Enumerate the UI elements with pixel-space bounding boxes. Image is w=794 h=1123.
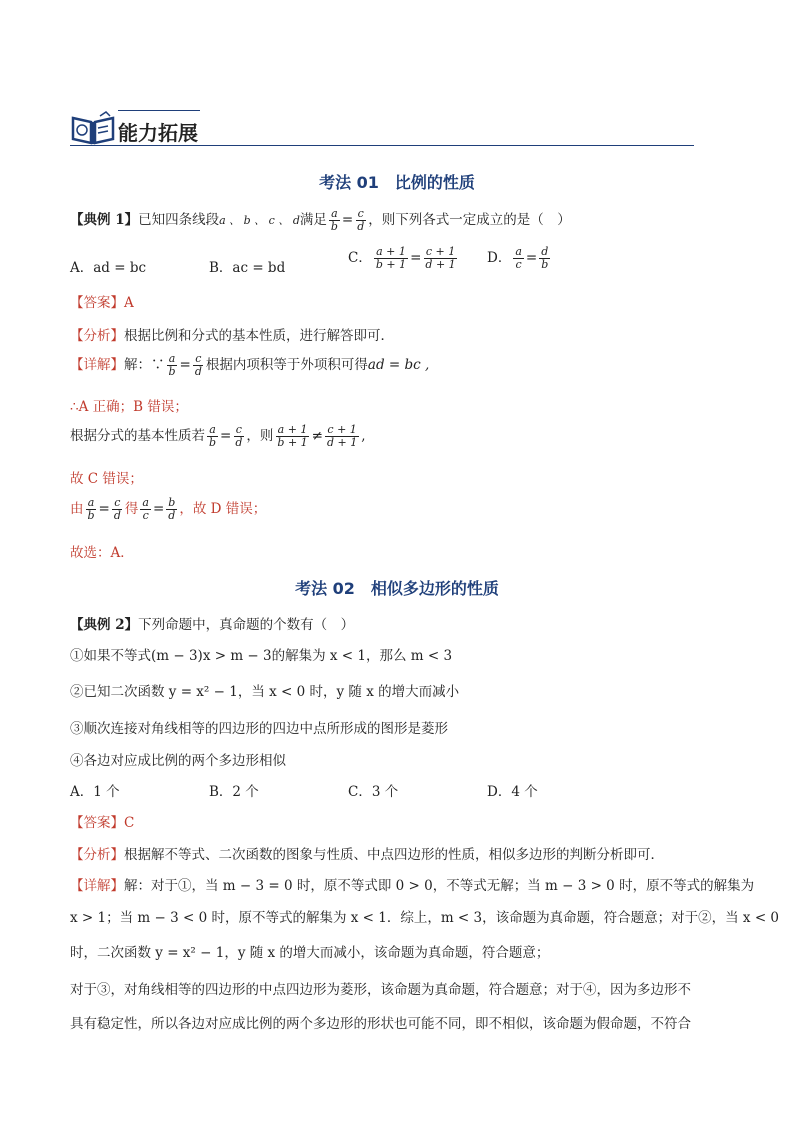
detail2-line5: 具有稳定性，所以各边对应成比例的两个多边形的形状也可能不同，即不相似，该命题为假命题，不符合 [70, 1016, 691, 1032]
answer2: 【答案】C [70, 815, 135, 831]
option-c: C． $\frac{a + 1}{b + 1}$ = $\frac{c + 1}{d + 1}$ [348, 245, 456, 271]
example-suffix: ，则下列各式一定成立的是（ ） [368, 212, 571, 228]
example2: 【典例 2】下列命题中，真命题的个数有（ ） [70, 617, 355, 633]
detail1-line4: 故 C 错误； [70, 471, 143, 487]
option2-b: B．2 个 [209, 784, 259, 800]
example1: 【典例 1】已知四条线段a 、 b 、 c 、 d满足 $\frac{a}{b}$ = $\frac{c}{d}$ ，则下列各式一定成立的是（ ） [70, 207, 571, 233]
detail1-line5: 由 $\frac{a}{b}$ = $\frac{c}{d}$ 得 $\frac{a}{c}$ = $\frac{b}{d}$ ，故 D 错误； [70, 496, 267, 522]
detail2-line3: 时，二次函数 y = x² − 1，y 随 x 的增大而减小，该命题为真命题，符合题意； [70, 945, 550, 961]
item-3: ③顺次连接对角线相等的四边形的四边中点所形成的图形是菱形 [70, 721, 448, 737]
item-2: ②已知二次函数 y = x² − 1，当 x < 0 时，y 随 x 的增大而减小 [70, 684, 460, 700]
option-a: A．ad = bc [70, 260, 147, 276]
analysis1: 【分析】根据比例和分式的基本性质，进行解答即可． [70, 328, 394, 344]
header-rule [70, 145, 694, 146]
detail2-line1: 【详解】解：对于①，当 m − 3 = 0 时，原不等式即 0 > 0，不等式无解；当 m − 3 > 0 时，原不等式的解集为 [70, 878, 755, 894]
option2-a: A．1 个 [70, 784, 120, 800]
option2-c: C．3 个 [348, 784, 399, 800]
fraction: $\frac{c}{d}$ [357, 207, 365, 233]
option2-d: D．4 个 [487, 784, 538, 800]
detail1-line1: 【详解】解：∵ $\frac{a}{b}$ = $\frac{c}{d}$ 根据内项积等于外项积可得ad = bc , [70, 352, 430, 378]
header-top-line [118, 110, 200, 111]
detail2-line2: x > 1；当 m − 3 < 0 时，原不等式的解集为 x < 1．综上，m < 3，该命题为真命题，符合题意；对于②，当 x < 0 [70, 910, 780, 926]
book-icon [70, 110, 116, 146]
detail2-line4: 对于③，对角线相等的四边形的中点四边形为菱形，该命题为真命题，符合题意；对于④，因为多边形不 [70, 982, 691, 998]
example-vars: a 、 b 、 c 、 d [219, 214, 300, 227]
detail1-line2: ∴A 正确；B 错误； [70, 399, 188, 415]
answer1: 【答案】A [70, 295, 134, 311]
detail1-line6: 故选：A． [70, 545, 134, 561]
example-label: 【典例 1】 [70, 212, 139, 228]
example-mid: 满足 [299, 212, 327, 228]
analysis2: 【分析】根据解不等式、二次函数的图象与性质、中点四边形的性质，相似多边形的判断分析即可． [70, 847, 664, 863]
page-title: 能力拓展 [118, 121, 198, 145]
item-4: ④各边对应成比例的两个多边形相似 [70, 753, 286, 769]
section1-title: 考法 01 比例的性质 [319, 173, 475, 192]
section2-title: 考法 02 相似多边形的性质 [295, 579, 499, 598]
example-text: 已知四条线段 [138, 212, 220, 228]
fraction: $\frac{a}{b}$ [330, 207, 338, 233]
item-1: ①如果不等式(m − 3)x > m − 3的解集为 x < 1，那么 m < 3 [70, 648, 453, 664]
detail1-line3: 根据分式的基本性质若 $\frac{a}{b}$ = $\frac{c}{d}$ ，则 $\frac{a + 1}{b + 1}$ ≠ $\frac{c + 1}{d + 1}$ , [70, 423, 366, 449]
option-b: B．ac = bd [209, 260, 286, 276]
option-d: D． $\frac{a}{c}$ = $\frac{d}{b}$ [487, 245, 549, 271]
